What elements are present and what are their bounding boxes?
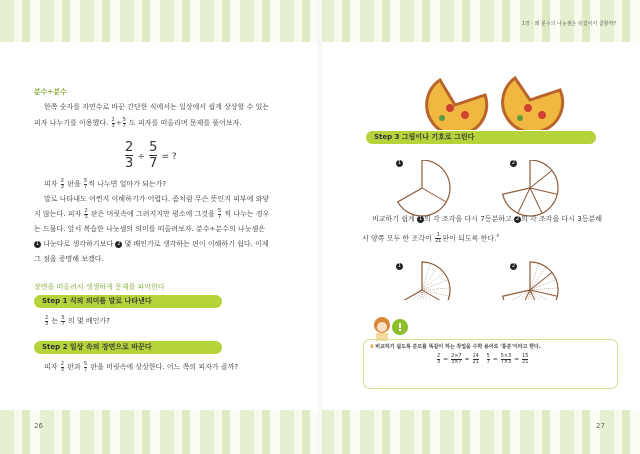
step1-text: $\frac{2}{3}$ 는 $\frac{5}{7}$ 의 몇 배인가? (45, 314, 110, 327)
pizza-illustrations (420, 70, 570, 130)
number-marker-1: 1 (35, 240, 40, 247)
page-number-left: 26 (34, 422, 43, 430)
number-marker-2: 2 (511, 160, 516, 166)
page-number-right: 27 (596, 422, 605, 430)
equation: $\frac{2}{3}$ ÷ $\frac{5}{7}$ = ? (125, 140, 177, 171)
book-gutter (318, 0, 322, 454)
pie-fourteen-21sts (398, 262, 450, 300)
fraction: $\frac{2}{3}$ (111, 116, 115, 129)
footnote-box (363, 339, 618, 389)
paragraph-line: 한쪽 숫자를 자연수로 바꾼 간단한 식에서는 일상에서 쉽게 상상할 수 있는 (44, 103, 270, 111)
step2-banner: Step 2 일상 속의 장면으로 바꾼다 (34, 341, 222, 354)
number-marker-2: 2 (511, 263, 516, 269)
question-line: 피자 $\frac{2}{3}$ 판을 $\frac{5}{7}$ 씩 나누면 얼마가 되는가? (44, 177, 167, 190)
paragraph-line: 말로 나타내도 어쩐지 이해하기가 어렵다. 좀처럼 무슨 뜻인지 피부에 와닿 (44, 195, 270, 203)
footnote-text: 4 비교하기 쉽도록 분모를 똑같이 하는 작업을 수학 용어로 '통분'이라고 한다. (370, 344, 541, 350)
step1-banner: Step 1 식의 의미를 말로 나타낸다 (34, 295, 222, 308)
chapter-header: 1장 · 왜 분수의 나눗셈은 뒤집어서 곱할까? (521, 21, 616, 27)
step2-text: 피자 $\frac{2}{3}$ 판과 $\frac{5}{7}$ 판을 머릿속에 상상한다. 어느 쪽의 피자가 클까? (44, 360, 239, 373)
number-marker-1: 1 (397, 160, 402, 166)
paragraph-line: 그 점을 증명해 보겠다. (34, 255, 104, 263)
pie-two-thirds (398, 160, 450, 216)
paragraph-line: 서 양쪽 모두 한 조각이 $\frac{1}{21}$ 판이 되도록 한다.$^4$ (362, 231, 499, 244)
paragraph-line: 비교하기 쉽게 1 의 각 조각을 다시 7등분하고 2 의 각 조각을 다시 3등분해 (372, 215, 603, 223)
section-title: 분수÷분수 (34, 88, 67, 96)
svg-text:!: ! (397, 321, 403, 334)
text: 도 피자를 떠올리며 문제를 풀어보자. (129, 119, 242, 127)
paragraph-line: 는 드물다. 앞서 복습한 나눗셈의 의미를 떠올려보자. 분수÷분수의 나눗셈은 (34, 225, 265, 233)
paragraph-line: 지 않는다. 피자 $\frac{2}{3}$ 판은 머릿속에 그려지지만 평소에 그것을 $\frac{5}{7}$ 씩 나누는 경우 (34, 207, 270, 220)
subheading: 장면을 떠올려서 생생하게 문제를 파악한다 (34, 283, 165, 291)
step3-banner: Step 3 그림이나 기호로 그린다 (366, 131, 596, 144)
number-marker-1: 1 (397, 263, 402, 269)
number-marker-2: 2 (117, 240, 121, 247)
text: 피자 나누기를 이용했다. (34, 119, 109, 127)
fraction: $\frac{5}{7}$ (122, 116, 126, 129)
footnote-equation: $\frac{2}{3}$ = $\frac{2\times 7}{3\times 7}$ = $\frac{14}{21}$ $\frac{5}{7}$ = $\frac{5\times 3}{7\times 3}$ = $\frac{15}{21}$ (437, 353, 529, 365)
paragraph-line: 피자 나누기를 이용했다. $\frac{2}{3}$ ÷ $\frac{5}{7}$ 도 피자를 떠올리며 문제를 풀어보자. (34, 116, 242, 129)
paragraph-line: 1 나눈다로 생각하기보다 2 몇 배인가로 생각하는 편이 이해하기 쉽다. 이제 (35, 240, 269, 248)
pie-five-sevenths (503, 160, 558, 216)
